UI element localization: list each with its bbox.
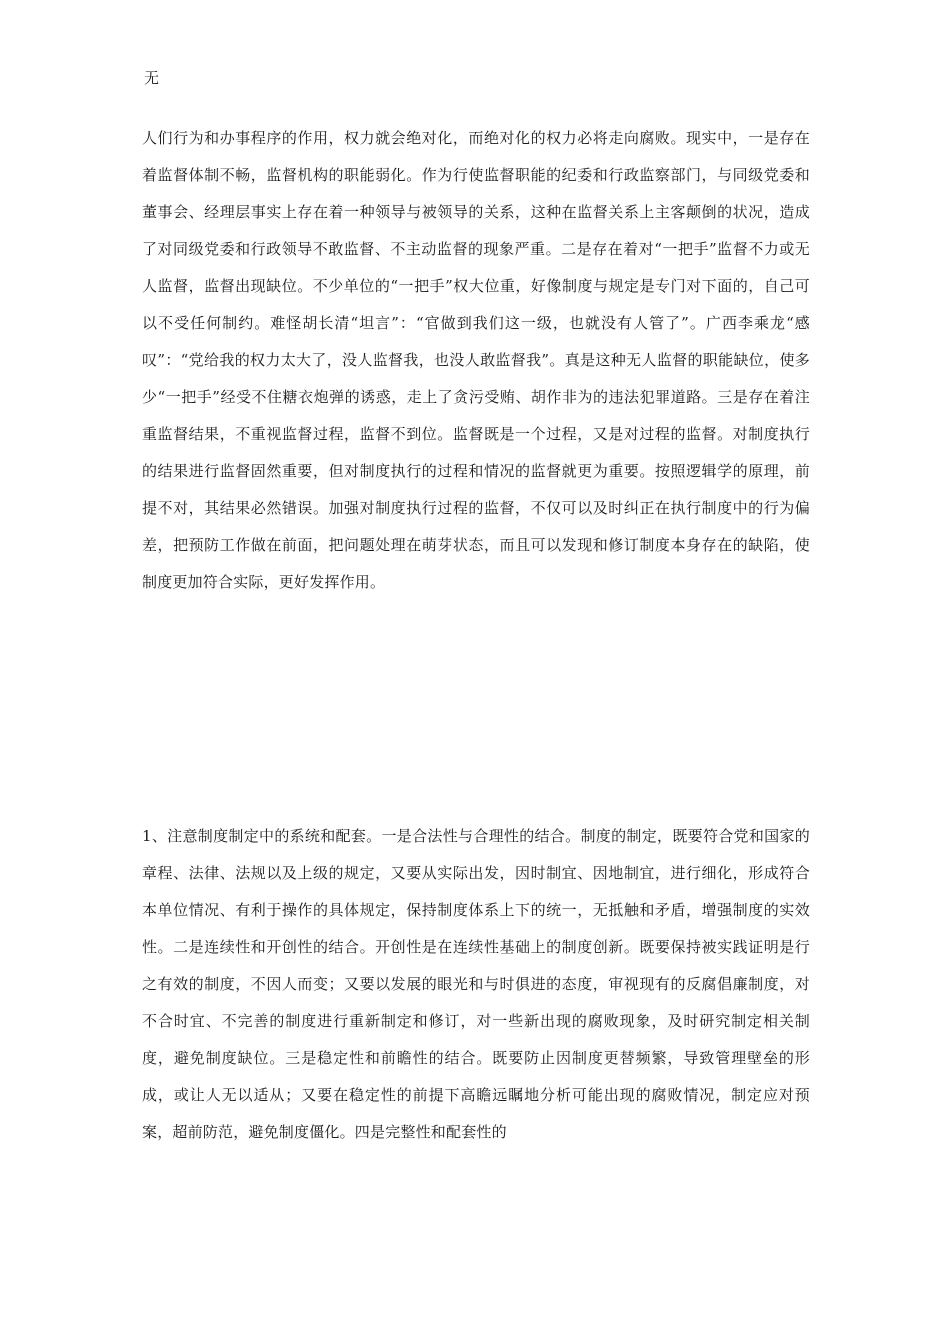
body-paragraph-system-making: 1、注意制度制定中的系统和配套。一是合法性与合理性的结合。制度的制定，既要符合党和国家的章程、法律、法规以及上级的规定，又要从实际出发，因时制宜、因地制宜，进行细化，形成符合本单位情况、有利于操作的具体规定，保持制度体系上下的统一，无抵触和矛盾，增强制度的实效性。二是连续性和开创性的结合。开创性是在连续性基础上的制度创新。既要保持被实践证明是行之有效的制度，不因人而变；又要以发展的眼光和与时俱进的态度，审视现有的反腐倡廉制度，对不合时宜、不完善的制度进行重新制定和修订，对一些新出现的腐败现象，及时研究制定相关制度，避免制度缺位。三是稳定性和前瞻性的结合。既要防止因制度更替频繁，导致管理壁垒的形成，或让人无以适从；又要在稳定性的前提下高瞻远瞩地分析可能出现的腐败情况，制定应对预案，超前防范，避免制度僵化。四是完整性和配套性的	[142, 827, 810, 1141]
body-paragraph-supervision: 人们行为和办事程序的作用，权力就会绝对化，而绝对化的权力必将走向腐败。现实中，一是存在着监督体制不畅，监督机构的职能弱化。作为行使监督职能的纪委和行政监察部门，与同级党委和董事会、经理层事实上存在着一种领导与被领导的关系，这种在监督关系上主客颠倒的状况，造成了对同级党委和行政领导不敢监督、不主动监督的现象严重。二是存在着对“一把手”监督不力或无人监督，监督出现缺位。不少单位的“一把手”权大位重，好像制度与规定是专门对下面的，自己可以不受任何制约。难怪胡长清“坦言”：“官做到我们这一级，也就没有人管了”。广西李乘龙“感叹”：“党给我的权力太大了，没人监督我，也没人敢监督我”。真是这种无人监督的职能缺位，使多少“一把手”经受不住糖衣炮弹的诱惑，走上了贪污受贿、胡作非为的违法犯罪道路。三是存在着注重监督结果，不重视监督过程，监督不到位。监督既是一个过程，又是对过程的监督。对制度执行的结果进行监督固然重要，但对制度执行的过程和情况的监督就更为重要。按照逻辑学的原理，前提不对，其结果必然错误。加强对制度执行过程的监督，不仅可以及时纠正在执行制度中的行为偏差，把预防工作做在前面，把问题处理在萌芽状态，而且可以发现和修订制度本身存在的缺陷，使制度更加符合实际，更好发挥作用。	[142, 129, 810, 591]
page-header-label: 无	[144, 69, 160, 87]
